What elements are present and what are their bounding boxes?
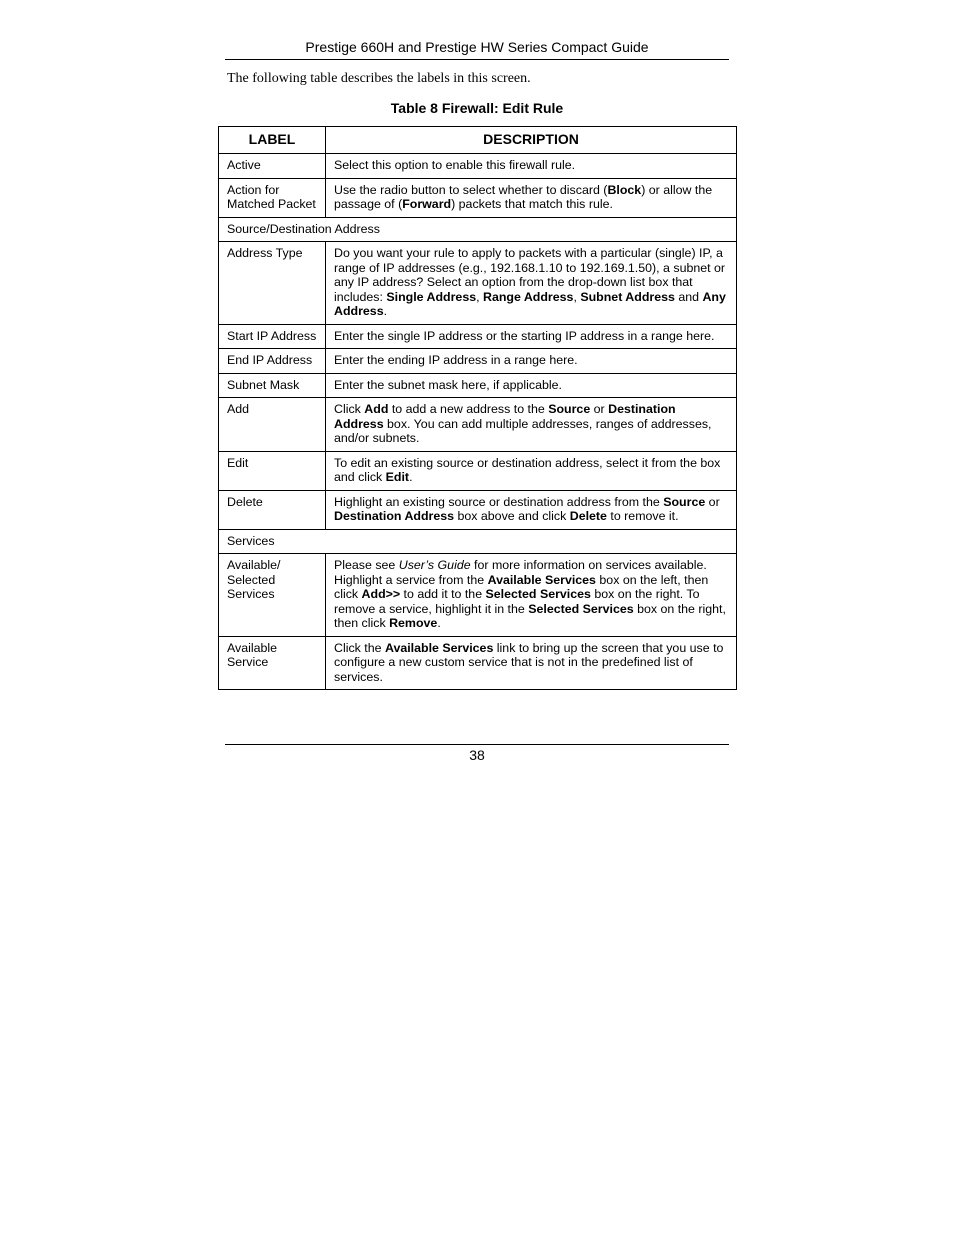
table-body xyxy=(219,154,737,690)
emphasis-bold: Remove xyxy=(389,616,438,630)
emphasis-bold: Selected Services xyxy=(528,601,634,616)
footer-divider xyxy=(225,744,729,745)
page-header: Prestige 660H and Prestige HW Series Compact Guide xyxy=(225,38,729,60)
table-row xyxy=(219,154,737,179)
row-description: Click the Available Services link to bring up the screen that you use to configure a new custom service that is not in the predefined list of services. xyxy=(326,636,737,690)
table-row xyxy=(219,324,737,349)
page-number: 38 xyxy=(469,747,485,763)
emphasis-bold: Add xyxy=(364,402,389,416)
emphasis-bold: Block xyxy=(607,182,642,197)
intro-text: The following table describes the labels in this screen. xyxy=(227,71,531,86)
row-description: Enter the ending IP address in a range here. xyxy=(326,349,737,374)
table-row xyxy=(219,349,737,374)
table-row xyxy=(219,178,737,217)
table-caption: Table 8 Firewall: Edit Rule xyxy=(390,100,564,116)
row-label: Active xyxy=(219,154,326,179)
emphasis-italic: User’s Guide xyxy=(398,558,471,572)
table-row xyxy=(219,490,737,529)
table-row xyxy=(219,451,737,490)
label-column-header: LABEL xyxy=(219,127,326,154)
emphasis-bold: Subnet Address xyxy=(580,289,675,304)
row-description: Click Add to add a new address to the Source or Destination Address box. You can add multiple addresses, ranges of addresses, and/or subnets. xyxy=(326,398,737,452)
row-description: Do you want your rule to apply to packets with a particular (single) IP, a range of IP addresses (e.g., 192.168.1.10 to 192.169.1.50), a subnet or any IP address? Select an option from the drop-down list box that includes: Single Address, Range Address, Subnet Address and Any Address. xyxy=(326,242,737,325)
row-label: End IP Address xyxy=(219,349,326,374)
emphasis-bold: Edit xyxy=(385,470,410,484)
table-header-row xyxy=(219,127,737,154)
section-row xyxy=(219,217,737,242)
section-title: Source/Destination Address xyxy=(219,217,737,242)
table-row xyxy=(219,636,737,690)
table-row xyxy=(219,373,737,398)
edit-rule-table xyxy=(218,126,737,690)
emphasis-bold: Source xyxy=(663,494,706,509)
section-title: Services xyxy=(219,529,737,554)
emphasis-bold: Source xyxy=(548,402,591,416)
emphasis-bold: Add>> xyxy=(361,587,401,601)
row-description: Use the radio button to select whether to discard (Block) or allow the passage of (Forward) packets that match this rule. xyxy=(326,178,737,217)
emphasis-bold: Any Address xyxy=(334,289,726,318)
row-label: Available Service xyxy=(219,636,326,690)
row-label: Edit xyxy=(219,451,326,490)
row-label: Address Type xyxy=(219,242,326,325)
emphasis-bold: Available Services xyxy=(384,640,494,655)
emphasis-bold: Forward xyxy=(402,197,452,211)
emphasis-bold: Single Address xyxy=(386,289,477,304)
row-label: Action for Matched Packet xyxy=(219,178,326,217)
row-label: Add xyxy=(219,398,326,452)
table-row xyxy=(219,554,737,637)
row-label: Subnet Mask xyxy=(219,373,326,398)
row-description: Select this option to enable this firewall rule. xyxy=(326,154,737,179)
emphasis-bold: Destination Address xyxy=(334,402,676,431)
row-label: Start IP Address xyxy=(219,324,326,349)
emphasis-bold: Destination Address xyxy=(334,509,455,523)
row-label: Delete xyxy=(219,490,326,529)
description-column-header: DESCRIPTION xyxy=(326,127,737,154)
section-row xyxy=(219,529,737,554)
row-description: Enter the single IP address or the starting IP address in a range here. xyxy=(326,324,737,349)
emphasis-bold: Range Address xyxy=(483,289,574,304)
row-description: To edit an existing source or destination address, select it from the box and click Edit. xyxy=(326,451,737,490)
emphasis-bold: Selected Services xyxy=(485,587,591,601)
emphasis-bold: Available Services xyxy=(487,572,596,587)
row-description: Enter the subnet mask here, if applicable. xyxy=(326,373,737,398)
table-row xyxy=(219,242,737,325)
row-description: Highlight an existing source or destination address from the Source or Destination Address box above and click Delete to remove it. xyxy=(326,490,737,529)
emphasis-bold: Delete xyxy=(569,509,607,523)
row-label: Available/ Selected Services xyxy=(219,554,326,637)
row-description: Please see User’s Guide for more information on services available. Highlight a service from the Available Services box on the left, then click Add>> to add it to the Selected Services box on the right. To remove a service, highlight it in the Selected Services box on the right, then click Remove. xyxy=(326,554,737,637)
table-row xyxy=(219,398,737,452)
